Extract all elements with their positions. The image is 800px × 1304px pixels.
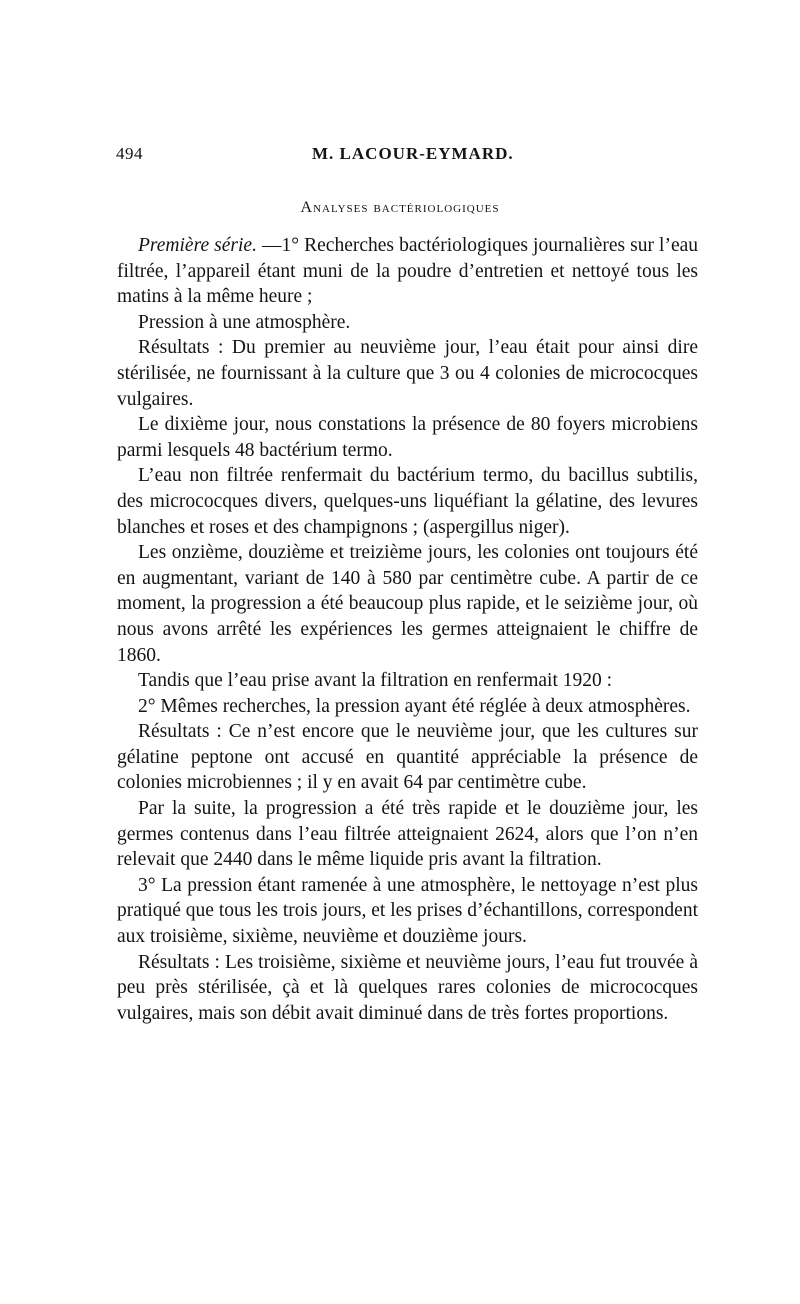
section-title: Analyses bactériologiques — [300, 199, 500, 216]
paragraph: 2° Mêmes recherches, la pression ayant été réglée à deux atmosphères. — [138, 695, 691, 717]
paragraph-text: —1° Recherches bactériologiques journalières sur l’eau filtrée, l’appareil étant muni de la poudre d’entretien et nettoyé tous les matins à la même heure ; — [117, 235, 699, 308]
running-head-author: M. LACOUR-EYMARD. — [312, 144, 514, 163]
paragraph: Le dixième jour, nous constations la présence de 80 foyers microbiens parmi lesquels 48 bactérium termo. — [117, 414, 698, 461]
paragraph: Pression à une atmosphère. — [138, 311, 351, 333]
body-text — [117, 233, 698, 1026]
paragraph: 3° La pression étant ramenée à une atmosphère, le nettoyage n’est plus pratiqué que tous les trois jours, et les prises d’échantillons, correspondent aux troisième, sixième, neuvième et douzième jours. — [117, 874, 698, 948]
paragraph: Par la suite, la progression a été très rapide et le douzième jour, les germes contenus dans l’eau filtrée atteignaient 2624, alors que l’on n’en relevait que 2440 dans le même liquide pris avant la filtration. — [117, 798, 698, 871]
page-number: 494 — [116, 144, 143, 163]
paragraph: Tandis que l’eau prise avant la filtration en renfermait 1920 : — [138, 670, 613, 692]
running-head — [116, 144, 636, 168]
paragraph: Les onzième, douzième et treizième jours, les colonies ont toujours été en augmentant, variant de 140 à 580 par centimètre cube. A partir de ce moment, la progression a été beaucoup plus rapide, et le seizième jour, où nous avons arrêté les expériences les germes atteignaient le chiffre de 1860. — [117, 542, 698, 666]
paragraph: Résultats : Du premier au neuvième jour, l’eau était pour ainsi dire stérilisée, ne fournissant à la culture que 3 ou 4 colonies de micrococques vulgaires. — [117, 337, 698, 410]
paragraph — [117, 233, 698, 310]
series-label: Première série. — [138, 235, 257, 256]
paragraph: Résultats : Les troisième, sixième et neuvième jours, l’eau fut trouvée à peu près stérilisée, çà et là quelques rares colonies de micrococques vulgaires, mais son débit avait diminué dans de très fortes proportions. — [117, 951, 698, 1024]
paragraph: Résultats : Ce n’est encore que le neuvième jour, que les cultures sur gélatine peptone ont accusé en quantité appréciable la présence de colonies microbiennes ; il y en avait 64 par centimètre cube. — [117, 721, 698, 794]
paragraph: L’eau non filtrée renfermait du bactérium termo, du bacillus subtilis, des micrococques divers, quelques-uns liquéfiant la gélatine, des levures blanches et roses et des champignons ; (aspergillus niger). — [117, 465, 698, 538]
